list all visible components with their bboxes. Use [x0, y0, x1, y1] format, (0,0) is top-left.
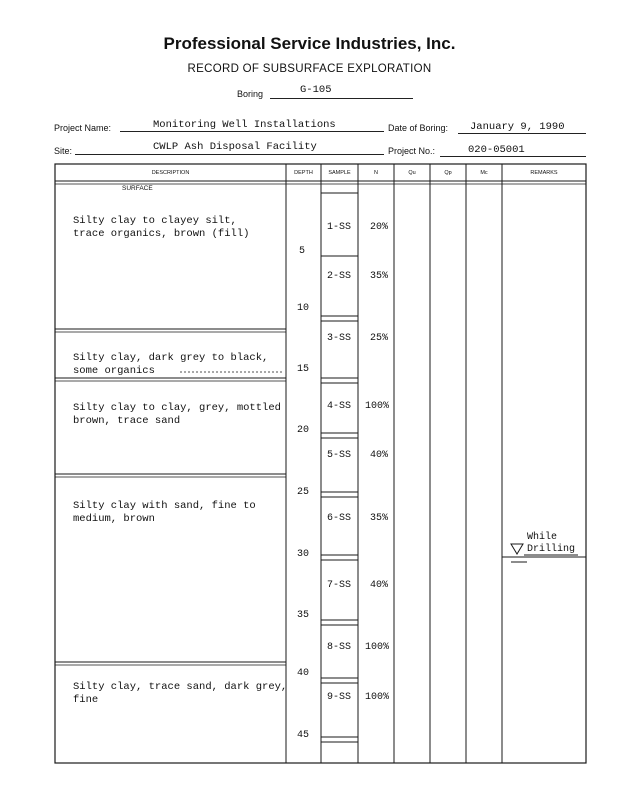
depth-mark: 15 [297, 364, 310, 375]
depth-mark: 10 [297, 303, 310, 314]
column-qp: Qp [444, 170, 452, 176]
date-label: Date of Boring: [388, 123, 449, 133]
depth-mark: 20 [297, 425, 310, 436]
depth-mark: 35 [297, 610, 310, 621]
sample-n-value: 100% [365, 642, 390, 653]
sample-id: 3-SS [327, 333, 352, 344]
boring-value: G-105 [300, 84, 332, 96]
column-n: N [374, 170, 378, 176]
sample-id: 1-SS [327, 222, 352, 233]
sample-n-value: 40% [370, 450, 389, 461]
depth-mark: 45 [297, 730, 310, 741]
column-qu: Qu [408, 170, 416, 176]
sample-id: 2-SS [327, 271, 352, 282]
sample-id: 9-SS [327, 692, 352, 703]
depth-mark: 5 [299, 246, 306, 257]
depth-mark: 30 [297, 549, 310, 560]
depth-mark: 40 [297, 668, 310, 679]
date-value: January 9, 1990 [470, 121, 565, 133]
record-title: RECORD OF SUBSURFACE EXPLORATION [187, 63, 432, 75]
sample-id: 4-SS [327, 401, 352, 412]
column-sample: SAMPLE [328, 170, 351, 176]
sample-n-value: 20% [370, 222, 389, 233]
stratum-description: Silty clay to clay, grey, mottled brown, trace sand [73, 402, 281, 427]
sample-id: 8-SS [327, 642, 352, 653]
sample-n-value: 40% [370, 580, 389, 591]
sample-id: 7-SS [327, 580, 352, 591]
surface-label: SURFACE [122, 185, 153, 192]
project-no-label: Project No.: [388, 146, 436, 156]
site-value: CWLP Ash Disposal Facility [153, 141, 317, 153]
column-description: DESCRIPTION [151, 170, 190, 176]
sample-n-value: 35% [370, 513, 389, 524]
stratum-description: Silty clay with sand, fine to medium, brown [73, 500, 256, 525]
sample-n-value: 100% [365, 692, 390, 703]
stratum-description: Silty clay, dark grey to black, some organics [73, 352, 269, 377]
remarks-note: While Drilling [527, 532, 576, 555]
column-depth: DEPTH [294, 170, 313, 176]
boring-label: Boring [237, 89, 264, 99]
depth-mark: 25 [297, 487, 310, 498]
stratum-description: Silty clay, trace sand, dark grey, fine [73, 681, 288, 706]
sample-id: 5-SS [327, 450, 352, 461]
column-remarks: REMARKS [530, 170, 558, 176]
sample-n-value: 100% [365, 401, 390, 412]
sample-n-value: 25% [370, 333, 389, 344]
site-label: Site: [54, 146, 73, 156]
project-name-value: Monitoring Well Installations [153, 119, 336, 131]
sample-n-value: 35% [370, 271, 389, 282]
stratum-description: Silty clay to clayey silt, trace organics, brown (fill) [73, 215, 250, 240]
company-name: Professional Service Industries, Inc. [163, 34, 456, 53]
project-no-value: 020-05001 [468, 144, 525, 156]
project-name-label: Project Name: [54, 123, 112, 133]
column-mc: Mc [480, 170, 488, 176]
sample-id: 6-SS [327, 513, 352, 524]
